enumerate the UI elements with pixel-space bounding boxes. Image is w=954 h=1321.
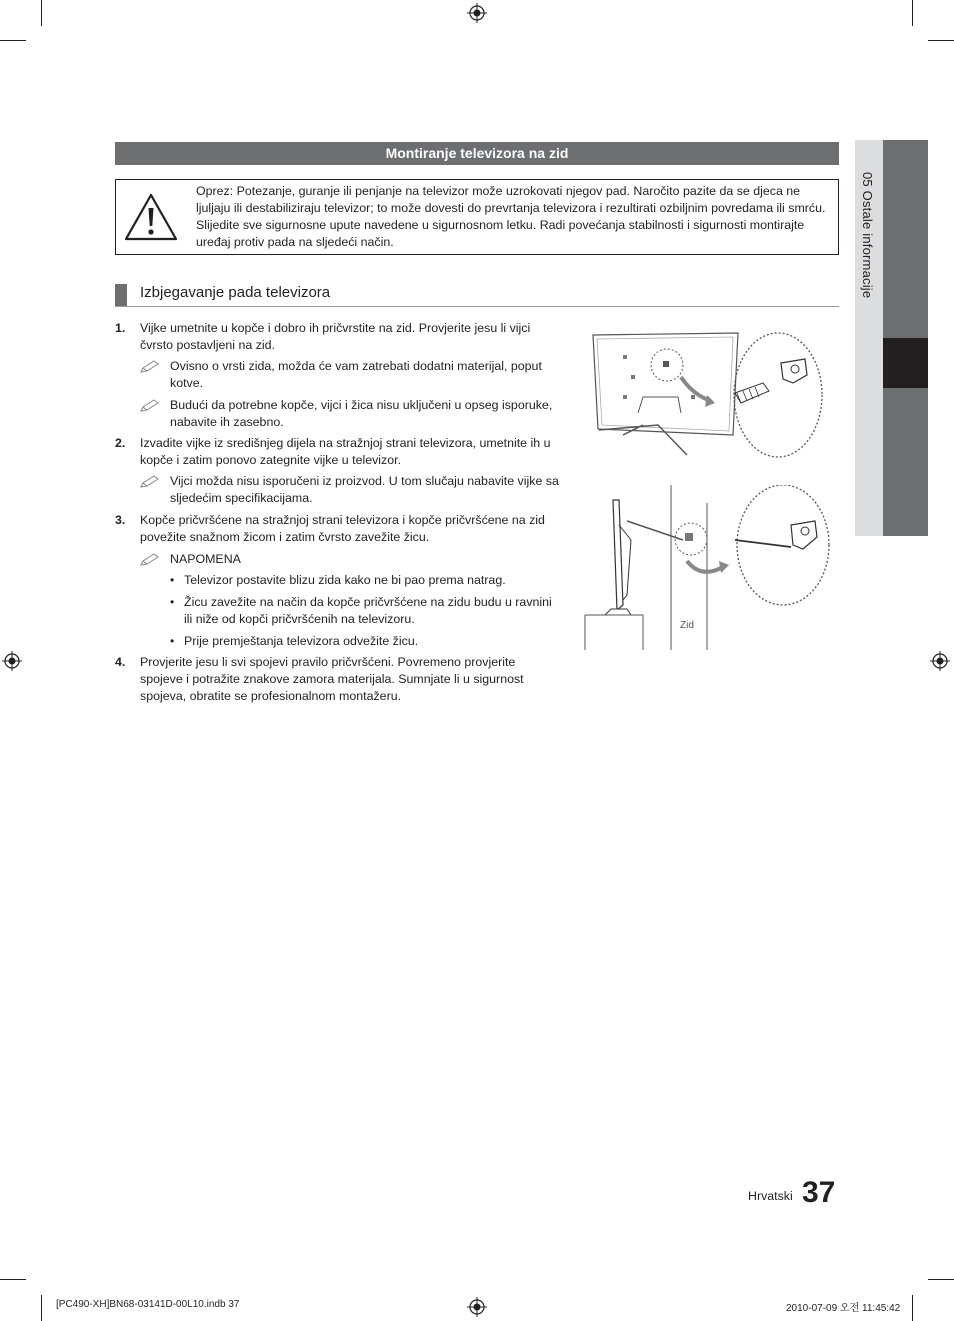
wall-label: Zid xyxy=(680,620,694,631)
crop-mark xyxy=(912,1295,913,1321)
caution-body: : Potezanje, guranje ili penjanje na televizor može uzrokovati njegov pad. Naročito pazite da se djeca ne ljuljaju ili destabiliziraju televizor; to može dovesti do prevrtanja televizora i rezultirati ozbiljnim povredama ili smrću. Slijedite sve sigurnosne upute navedene u sigurnosnom letku. Radi povećanja stabilnosti i sigurnosti montirajte uređaj protiv pada na sljedeći način. xyxy=(196,184,826,249)
step-note: Budući da potrebne kopče, vijci i žica nisu uključeni u opseg isporuke, nabavite ih zasebno. xyxy=(170,398,553,429)
tv-wall-illustration xyxy=(583,485,833,655)
pencil-note-icon xyxy=(140,475,160,489)
bullet-item: Žicu zavežite na način da kopče pričvršćene na zidu budu u ravnini ili niže od kopči pričvršćenih na televizoru. xyxy=(184,595,552,626)
registration-mark-icon xyxy=(467,1297,487,1317)
crop-mark xyxy=(41,0,42,26)
crop-mark xyxy=(41,1295,42,1321)
pencil-note-icon xyxy=(140,399,160,413)
note-heading: NAPOMENA xyxy=(170,552,241,566)
caution-label: Oprez xyxy=(196,184,230,198)
page-number: 37 xyxy=(802,1176,836,1209)
crop-mark xyxy=(912,0,913,26)
crop-mark xyxy=(928,1279,954,1280)
tv-back-illustration xyxy=(583,325,828,465)
warning-triangle-icon xyxy=(123,192,179,242)
crop-mark xyxy=(928,40,954,41)
crop-mark xyxy=(0,40,26,41)
bullet-dot: • xyxy=(170,573,175,587)
registration-mark-icon xyxy=(930,651,950,671)
caution-text xyxy=(196,183,828,251)
step-note: Ovisno o vrsti zida, možda će vam zatrebati dodatni materijal, poput kotve. xyxy=(170,359,542,390)
print-slug-left: [PC490-XH]BN68-03141D-00L10.indb 37 xyxy=(56,1299,240,1310)
pencil-note-icon xyxy=(140,553,160,567)
caution-box xyxy=(115,179,839,255)
step-number: 3. xyxy=(115,513,126,527)
section-title: Montiranje televizora na zid xyxy=(115,142,839,165)
bullet-dot: • xyxy=(170,595,175,609)
step-number: 1. xyxy=(115,321,126,335)
registration-mark-icon xyxy=(2,651,22,671)
side-tab-indicator xyxy=(883,338,928,388)
subsection-title: Izbjegavanje pada televizora xyxy=(140,284,331,301)
subsection-marker xyxy=(115,284,127,306)
crop-mark xyxy=(0,1279,26,1280)
bullet-item: Televizor postavite blizu zida kako ne bi pao prema natrag. xyxy=(184,573,506,587)
bullet-item: Prije premještanja televizora odvežite žicu. xyxy=(184,634,419,648)
step-text: Kopče pričvršćene na stražnjoj strani televizora i kopče pričvršćene na zid povežite snažnom žicom i zatim čvrsto zavežite žicu. xyxy=(140,513,545,544)
side-tab-label: 05 Ostale informacije xyxy=(860,172,875,299)
step-text: Vijke umetnite u kopče i dobro ih pričvrstite na zid. Provjerite jesu li vijci čvrsto postavljeni na zid. xyxy=(140,321,531,352)
step-number: 4. xyxy=(115,655,126,669)
registration-mark-icon xyxy=(467,3,487,23)
step-text: Izvadite vijke iz središnjeg dijela na stražnjoj strani televizora, umetnite ih u kopče i zatim ponovo zategnite vijke u televizor. xyxy=(140,436,551,467)
step-number: 2. xyxy=(115,436,126,450)
footer-language: Hrvatski xyxy=(748,1189,793,1203)
step-note: Vijci možda nisu isporučeni iz proizvod. U tom slučaju nabavite vijke sa sljedećim specifikacijama. xyxy=(170,474,559,505)
print-slug-right: 2010-07-09 오전 11:45:42 xyxy=(786,1303,901,1314)
subsection-divider xyxy=(115,306,839,307)
bullet-dot: • xyxy=(170,634,175,648)
pencil-note-icon xyxy=(140,360,160,374)
step-text: Provjerite jesu li svi spojevi pravilo pričvršćeni. Povremeno provjerite spojeve i potražite znakove zamora materijala. Sumnjate li u sigurnost spojeva, obratite se profesionalnom montažeru. xyxy=(140,655,524,703)
